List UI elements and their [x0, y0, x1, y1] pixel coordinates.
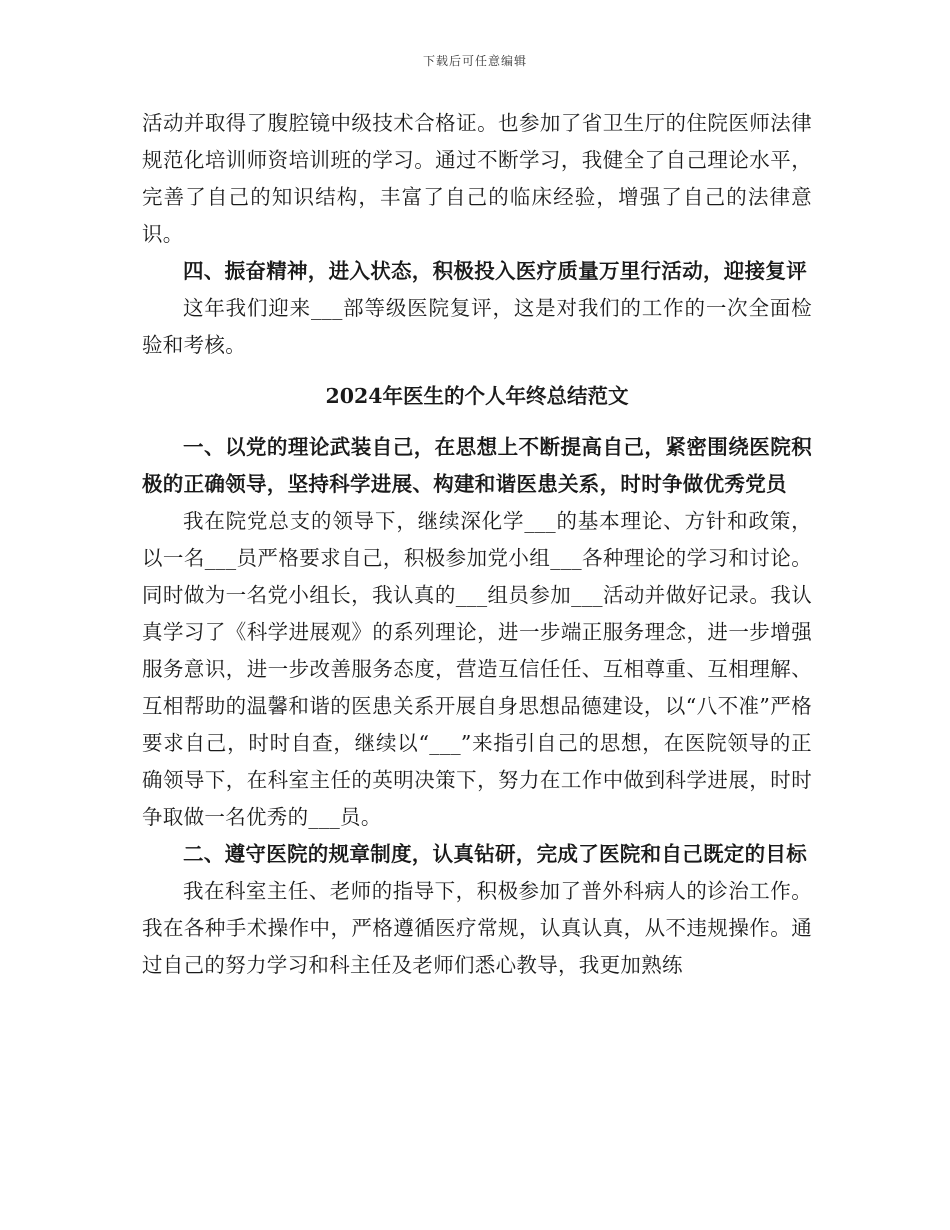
document-title: 2024年医生的个人年终总结范文 — [325, 384, 629, 408]
section-heading-two: 二、遵守医院的规章制度，认真钻研，完成了医院和自己既定的目标 — [183, 842, 807, 866]
paragraph-clinical-work: 我在科室主任、老师的指导下，积极参加了普外科病人的诊治工作。我在各种手术操作中，严格遵循医疗常规，认真认真，从不违规操作。通过自己的努力学习和科主任及老师们悉心教导，我更加熟练 — [142, 879, 812, 977]
page-header: 下载后可任意编辑 — [422, 54, 527, 68]
section-heading-four: 四、振奋精神，进入状态，积极投入医疗质量万里行活动，迎接复评 — [183, 259, 807, 283]
document-body — [142, 105, 812, 984]
paragraph-party-study: 我在院党总支的领导下，继续深化学___的基本理论、方针和政策，以一名___员严格要求自己，积极参加党小组___各种理论的学习和讨论。同时做为一名党小组长，我认真的___组员参加___活动并做好记录。我认真学习了《科学进展观》的系列理论，进一步端正服务理念，进一步增强服务意识，进一步改善服务态度，营造互信任任、互相尊重、互相理解、互相帮助的温馨和谐的医患关系开展自身思想品德建设，以“八不准”严格要求自己，时时自查，继续以“___”来指引自己的思想，在医院领导的正确领导下，在科室主任的英明决策下，努力在工作中做到科学进展，时时争取做一名优秀的___员。 — [142, 509, 812, 829]
section-heading-one: 一、以党的理论武装自己，在思想上不断提高自己，紧密围绕医院积极的正确领导，坚持科学进展、构建和谐医患关系，时时争做优秀党员 — [142, 435, 812, 496]
paragraph-review: 这年我们迎来___部等级医院复评，这是对我们的工作的一次全面检验和考核。 — [142, 296, 812, 357]
paragraph-continued: 活动并取得了腹腔镜中级技术合格证。也参加了省卫生厅的住院医师法律规范化培训师资培训班的学习。通过不断学习，我健全了自己理论水平，完善了自己的知识结构，丰富了自己的临床经验，增强了自己的法律意识。 — [142, 111, 812, 246]
